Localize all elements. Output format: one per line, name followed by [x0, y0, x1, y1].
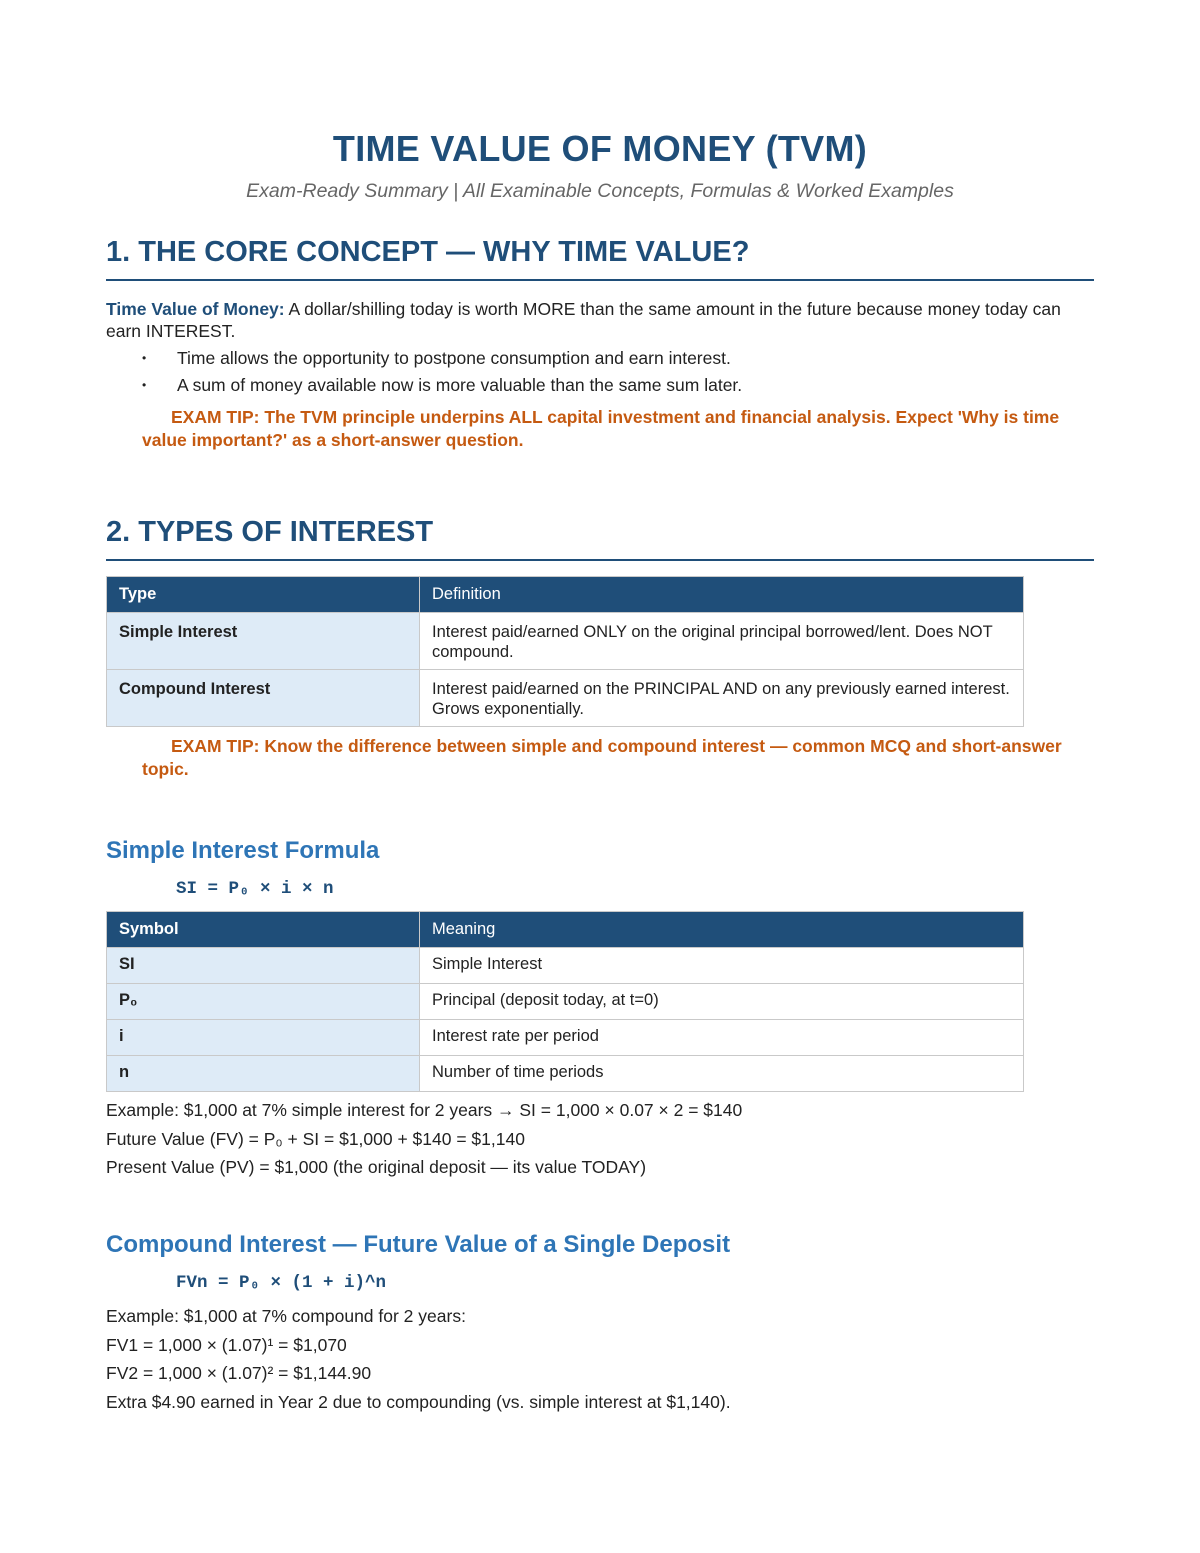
column-header-definition: Definition [420, 577, 1024, 613]
exam-tip-1: EXAM TIP: The TVM principle underpins ALL capital investment and financial analysis. Expect 'Why is time value important?' as a short-answer question. [142, 407, 1060, 450]
simple-interest-formula: SI = P₀ × i × n [176, 879, 334, 899]
table-row [107, 948, 1024, 984]
tvm-definition-term: Time Value of Money: [106, 299, 285, 319]
symbol-meaning-table [106, 911, 1024, 1092]
tvm-definition-text: A dollar/shilling today is worth MORE than the same amount in the future because money today can earn INTEREST. [106, 299, 1061, 341]
list-item: • Time allows the opportunity to postpone consumption and earn interest. [142, 345, 742, 372]
example-line: Extra $4.90 earned in Year 2 due to compounding (vs. simple interest at $1,140). [106, 1391, 731, 1412]
exam-tip-2: EXAM TIP: Know the difference between simple and compound interest — common MCQ and short-answer topic. [142, 736, 1062, 779]
table-cell-type: Simple Interest [107, 613, 420, 670]
simple-interest-example [106, 1096, 742, 1182]
table-row [107, 670, 1024, 727]
tvm-definition [106, 298, 1094, 342]
table-cell-definition: Interest paid/earned on the PRINCIPAL AND on any previously earned interest. Grows exponentially. [420, 670, 1024, 727]
table-row [107, 1020, 1024, 1056]
table-cell-symbol: P₀ [107, 984, 420, 1020]
table-row [107, 984, 1024, 1020]
table-cell-symbol: SI [107, 948, 420, 984]
compound-interest-heading: Compound Interest — Future Value of a Single Deposit [106, 1231, 731, 1258]
example-line: Present Value (PV) = $1,000 (the original deposit — its value TODAY) [106, 1157, 647, 1177]
section-1-heading: 1. THE CORE CONCEPT — WHY TIME VALUE? [106, 236, 1094, 281]
interest-types-table [106, 576, 1024, 727]
table-header-row [107, 912, 1024, 948]
section-1-bullet-list [142, 345, 742, 399]
table-cell-meaning: Number of time periods [420, 1056, 1024, 1092]
example-line: FV1 = 1,000 × (1.07)¹ = $1,070 [106, 1334, 347, 1355]
section-2-heading: 2. TYPES OF INTEREST [106, 516, 1094, 561]
table-cell-meaning: Principal (deposit today, at t=0) [420, 984, 1024, 1020]
column-header-type: Type [107, 577, 420, 613]
table-row [107, 1056, 1024, 1092]
example-line: Example: $1,000 at 7% simple interest for 2 years → SI = 1,000 × 0.07 × 2 = $140 [106, 1100, 743, 1120]
example-line: Example: $1,000 at 7% compound for 2 years: [106, 1306, 466, 1326]
column-header-symbol: Symbol [107, 912, 420, 948]
document-title: TIME VALUE OF MONEY (TVM) [332, 128, 868, 169]
document-subtitle: Exam-Ready Summary | All Examinable Concepts, Formulas & Worked Examples [246, 180, 954, 202]
table-cell-type: Compound Interest [107, 670, 420, 727]
compound-interest-formula: FVn = P₀ × (1 + i)^n [176, 1273, 387, 1293]
compound-interest-example [106, 1302, 731, 1416]
table-cell-definition: Interest paid/earned ONLY on the original principal borrowed/lent. Does NOT compound. [420, 613, 1024, 670]
list-item: • A sum of money available now is more valuable than the same sum later. [142, 372, 742, 399]
table-header-row [107, 577, 1024, 613]
column-header-meaning: Meaning [420, 912, 1024, 948]
example-line: Future Value (FV) = P₀ + SI = $1,000 + $140 = $1,140 [106, 1128, 525, 1149]
table-cell-symbol: n [107, 1056, 420, 1092]
table-cell-meaning: Simple Interest [420, 948, 1024, 984]
table-row [107, 613, 1024, 670]
example-line: FV2 = 1,000 × (1.07)² = $1,144.90 [106, 1363, 372, 1383]
table-cell-meaning: Interest rate per period [420, 1020, 1024, 1056]
table-cell-symbol: i [107, 1020, 420, 1056]
simple-interest-heading: Simple Interest Formula [106, 837, 380, 864]
